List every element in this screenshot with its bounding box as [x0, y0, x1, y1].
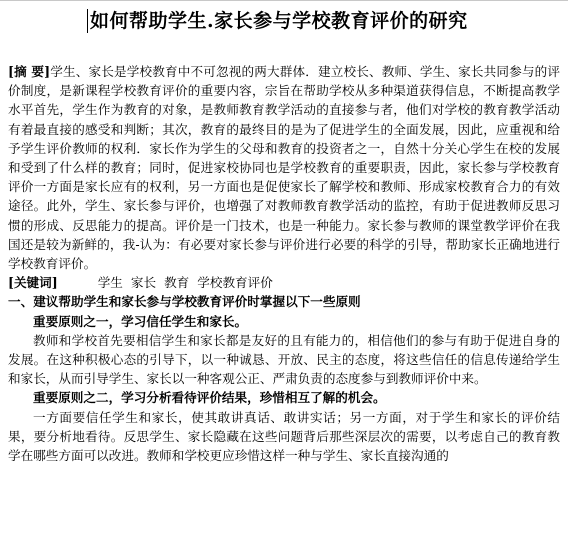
- keywords-line: [8, 273, 560, 292]
- principle-1-heading: 重要原则之一，学习信任学生和家长。: [33, 313, 248, 329]
- principle-2-paragraph: 一方面要信任学生和家长，使其敢讲真话、敢讲实话；另一方面，对于学生和家长的评价结果，要分析地看待。反思学生、家长隐藏在这些问题背后那些深层次的需要，以考虑自己的教育教学在哪些方面可以改进。教师和学校更应珍惜这样一种与学生、家长直接沟通的: [8, 409, 560, 464]
- keyword-item: 学生: [97, 275, 123, 291]
- keyword-item: 教育: [164, 275, 190, 291]
- principle-1-paragraph: 教师和学校首先要相信学生和家长都是友好的且有能力的，相信他们的参与有助于促进自身的发展。在这种积极心态的引导下，以一种诚恳、开放、民主的态度，将这些信任的信息传递给学生和家长，从而引导学生、家长以一种客观公正、严肃负责的态度参与到教师评价中来。: [8, 332, 560, 387]
- keywords-label: [关键词]: [8, 275, 58, 291]
- abstract-label: [摘 要]: [8, 64, 51, 79]
- keyword-item: 家长: [130, 275, 157, 291]
- document-body[interactable]: [8, 62, 560, 465]
- document-title[interactable]: 如何帮助学生.家长参与学校教育评价的研究: [90, 10, 468, 32]
- section-heading: 一、建议帮助学生和家长参与学校教育评价时掌握以下一些原则: [8, 294, 361, 310]
- abstract-text: 学生、家长是学校教育中不可忽视的两大群体．建立校长、教师、学生、家长共同参与的评价制度，是新课程学校教育评价的重要内容，宗旨在帮助学校从多种渠道获得信息，不断提高教学水平首先，学生作为教育的对象，是教师教育教学活动的直接参与者，他们对学校的教育教学活动有着最直接的感受和判断；其次，教育的最终目的是为了促进学生的全面发展，因此，应重视和给予学生评价教师的权利．家长作为学生的父母和教育的投资者之一，自然十分关心学生在校的发展和受到了什么样的教育；同时，促进家校协同也是学校教育的重要职责，因此，家长参与学校教育评价一方面是家长应有的权利，另一方面也是促使家长了解学校和教师、形成家校教育合力的有效途径。此外，学生、家长参与评价，也增强了对教师教育教学活动的监控，有助于促进教师反思习惯的形成、反思能力的提高。评价是一门技术，也是一种能力。家长参与教师的课堂教学评价在我国还是较为新鲜的，我-认为：有必要对家长参与评价进行必要的科学的引导，帮助家长正确地进行学校教育评价。: [8, 64, 560, 272]
- principle-2-heading: 重要原则之二，学习分析看待评价结果，珍惜相互了解的机会。: [33, 390, 386, 406]
- page-top-border: [0, 0, 568, 1]
- text-cursor: [87, 9, 88, 33]
- keyword-item: 学校教育评价: [197, 275, 273, 291]
- abstract-paragraph: [8, 62, 560, 273]
